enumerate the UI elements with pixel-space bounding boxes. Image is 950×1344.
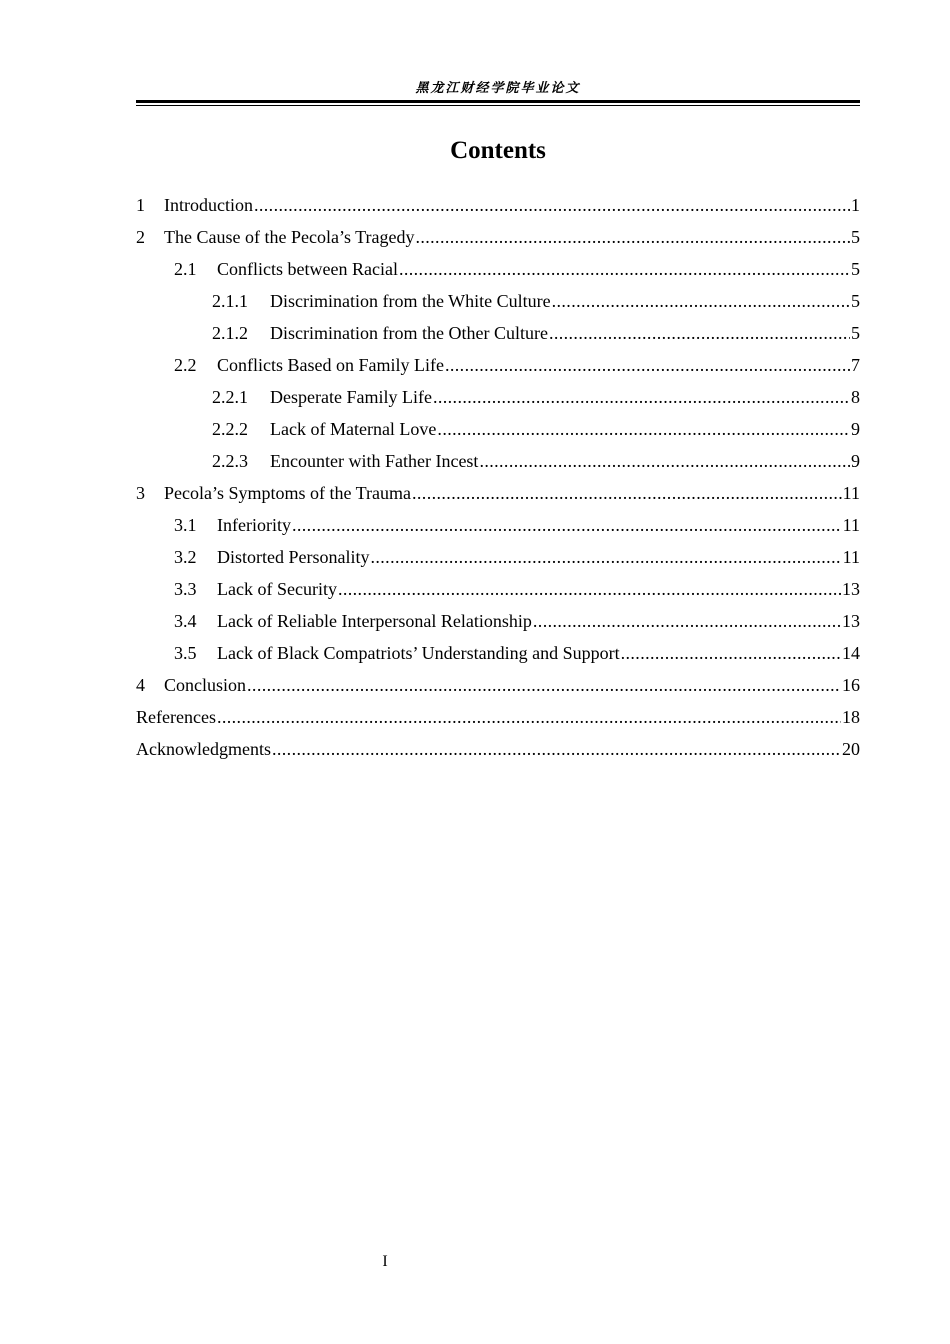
toc-entry[interactable] [136,477,860,509]
toc-entry-number: 3.4 [174,611,197,631]
toc-entry-page: 5 [851,259,860,279]
toc-entry-page: 5 [851,291,860,311]
toc-entry-title: Desperate Family Life [270,387,432,407]
toc-entry-page: 9 [851,451,860,471]
toc-entry-title: Conclusion [164,675,247,695]
toc-entry-title: Lack of Reliable Interpersonal Relationship [217,611,532,631]
toc-dot-leader [272,733,841,765]
toc-entry-page: 11 [842,483,860,503]
toc-entry-title: References [136,707,216,727]
toc-dot-leader [254,189,850,221]
header-rule-thick [136,100,860,103]
toc-entry-page: 13 [842,579,860,599]
toc-entry[interactable] [136,541,860,573]
toc-dot-leader [370,541,841,573]
toc-entry-number: 2.2 [174,355,197,375]
running-header: 黑龙江财经学院毕业论文 [415,81,581,96]
toc-entry[interactable] [136,413,860,445]
toc-entry-title: Introduction [164,195,253,215]
toc-dot-leader [552,285,850,317]
page-number: I [382,1253,388,1270]
toc-entry-page: 18 [842,707,860,727]
toc-dot-leader [415,221,850,253]
toc-entry[interactable] [136,605,860,637]
toc-dot-leader [217,701,841,733]
toc-entry-number: 2.1.1 [212,291,248,311]
toc-dot-leader [445,349,850,381]
toc-entry-page: 9 [851,419,860,439]
toc-dot-leader [533,605,841,637]
toc-entry-number: 2.2.1 [212,387,248,407]
page-title: Contents [450,137,546,164]
toc-entry[interactable] [136,637,860,669]
toc-dot-leader [437,413,850,445]
toc-entry-page: 13 [842,611,860,631]
toc-entry-page: 20 [842,739,860,759]
toc-entry-number: 2 [136,227,145,247]
toc-dot-leader [412,477,842,509]
toc-entry-title: Lack of Security [217,579,337,599]
toc-entry-number: 2.1 [174,259,197,279]
toc-entry[interactable] [136,669,860,701]
toc-entry-title: Acknowledgments [136,739,271,759]
toc-entry-page: 5 [851,227,860,247]
toc-entry[interactable] [136,733,860,765]
toc-entry-number: 4 [136,675,145,695]
toc-dot-leader [399,253,850,285]
toc-entry-number: 2.1.2 [212,323,248,343]
toc-entry[interactable] [136,221,860,253]
toc-entry-title: Conflicts between Racial [217,259,398,279]
toc-entry-title: Lack of Maternal Love [270,419,437,439]
toc-entry-page: 14 [842,643,860,663]
toc-entry-title: Discrimination from the Other Culture [270,323,548,343]
toc-entry[interactable] [136,573,860,605]
toc-entry-page: 5 [851,323,860,343]
toc-entry-title: Distorted Personality [217,547,370,567]
toc-dot-leader [247,669,841,701]
toc-entry-page: 11 [842,515,860,535]
toc-entry-title: Lack of Black Compatriots’ Understanding and Support [217,643,620,663]
toc-entry-page: 11 [842,547,860,567]
toc-entry-number: 3.5 [174,643,197,663]
toc-dot-leader [479,445,850,477]
toc-entry[interactable] [136,445,860,477]
toc-entry-title: Inferiority [217,515,291,535]
toc-entry-title: The Cause of the Pecola’s Tragedy [164,227,415,247]
toc-entry[interactable] [136,189,860,221]
toc-dot-leader [549,317,850,349]
toc-entry-page: 8 [851,387,860,407]
toc-entry-number: 3.2 [174,547,197,567]
toc-entry-page: 1 [851,195,860,215]
table-of-contents [136,189,860,765]
toc-dot-leader [292,509,842,541]
toc-entry-title: Conflicts Based on Family Life [217,355,444,375]
toc-entry[interactable] [136,285,860,317]
toc-entry-number: 3.1 [174,515,197,535]
toc-entry[interactable] [136,701,860,733]
toc-entry-number: 2.2.3 [212,451,248,471]
toc-entry-title: Encounter with Father Incest [270,451,479,471]
toc-entry[interactable] [136,381,860,413]
toc-entry[interactable] [136,509,860,541]
header-rule-thin [136,105,860,106]
toc-entry-number: 1 [136,195,145,215]
toc-dot-leader [621,637,841,669]
toc-entry[interactable] [136,317,860,349]
toc-entry-number: 3.3 [174,579,197,599]
toc-entry[interactable] [136,349,860,381]
toc-entry-page: 7 [851,355,860,375]
toc-dot-leader [338,573,841,605]
toc-entry-number: 3 [136,483,145,503]
toc-entry-title: Pecola’s Symptoms of the Trauma [164,483,411,503]
toc-entry-number: 2.2.2 [212,419,248,439]
toc-entry-page: 16 [842,675,860,695]
toc-entry[interactable] [136,253,860,285]
toc-dot-leader [433,381,850,413]
toc-entry-title: Discrimination from the White Culture [270,291,551,311]
